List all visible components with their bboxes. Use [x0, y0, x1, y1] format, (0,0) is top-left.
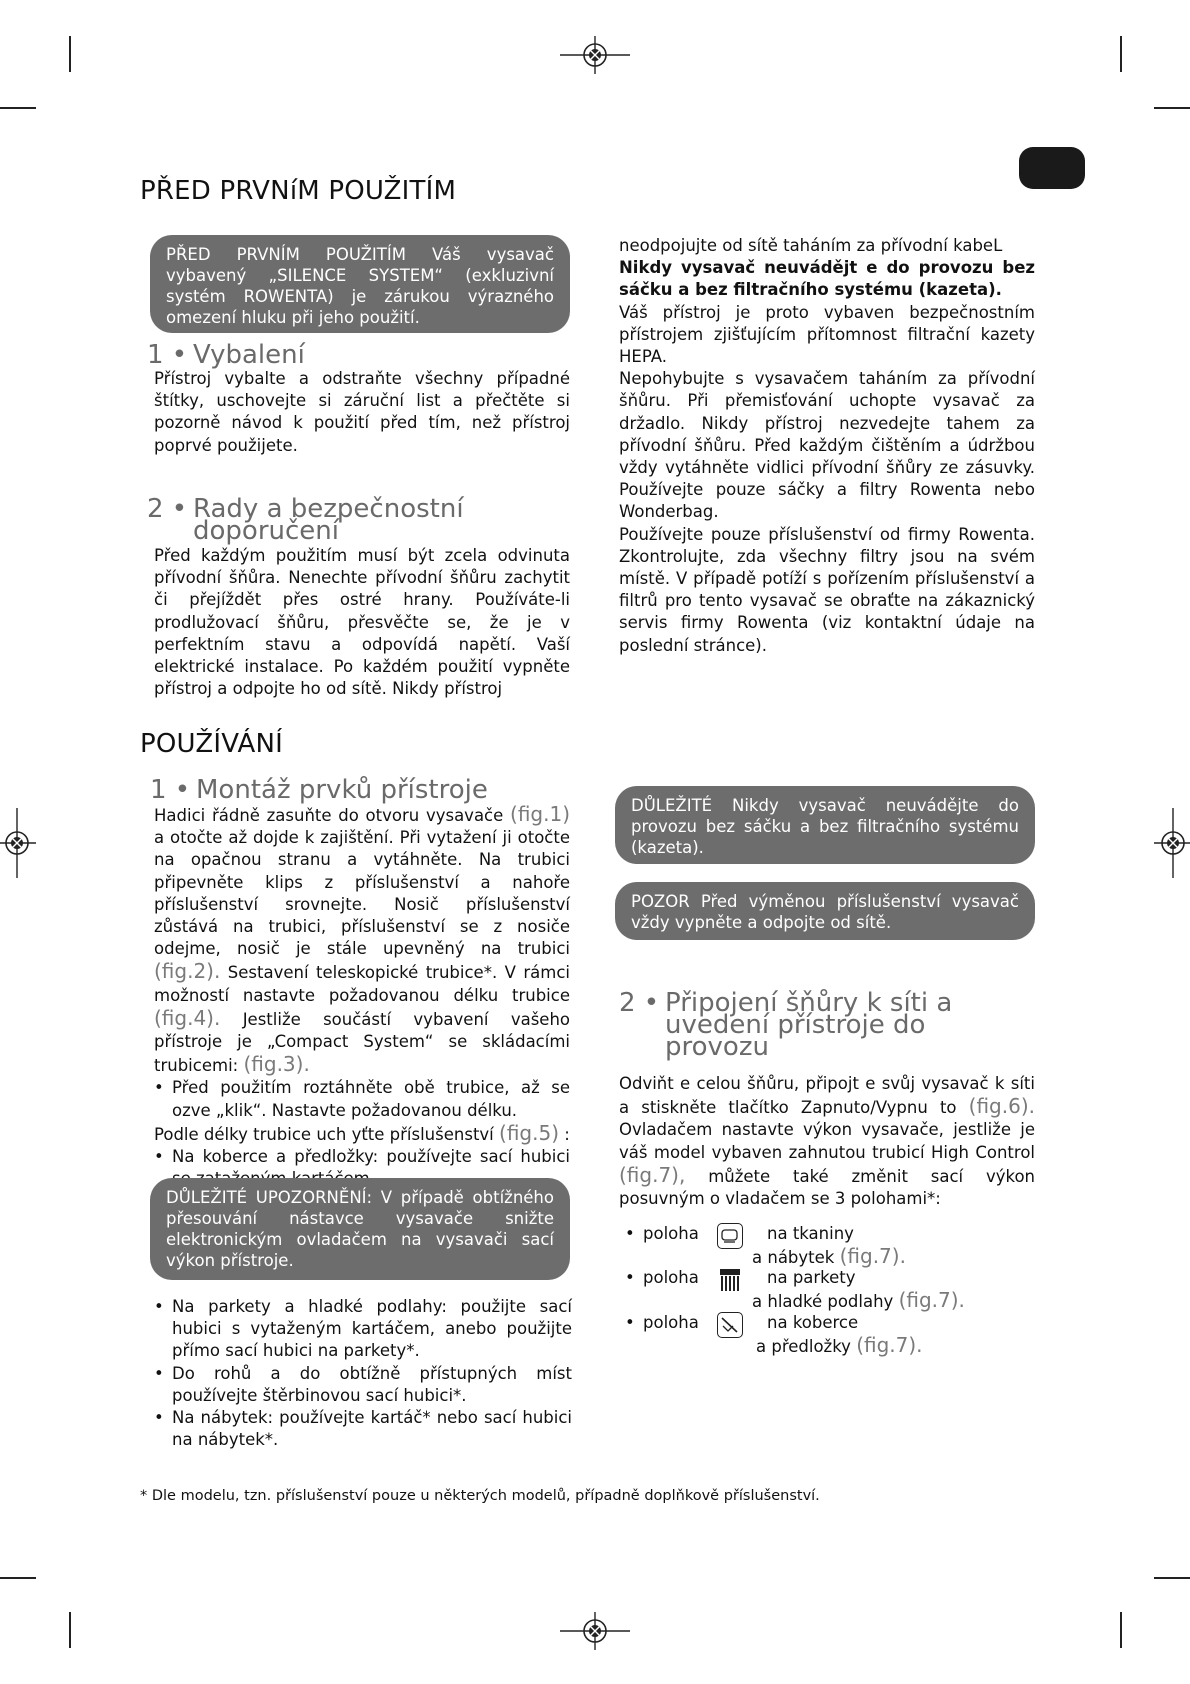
- fabric-brush-icon: [717, 1223, 743, 1249]
- section-number: 1 •: [150, 775, 191, 805]
- figure-reference: (fig.4).: [154, 1005, 221, 1030]
- crop-mark: [1154, 107, 1190, 109]
- figure-reference: (fig.5): [499, 1120, 559, 1145]
- safety-text: Před každým použitím musí být zcela odvinuta přívodní šňůra. Nenechte přívodní šňůru zachytit či přejíždět přes ostré hrany. Používáte-li prodlužovací šňůru, přesvěčte se, že je v perfektním stavu a odpovídá napětí. Vaší elektrické instalace. Po každém použití vypněte přístroj a odpojte ho od sítě. Nikdy přístroj: [154, 546, 570, 699]
- section-title-unpacking: [147, 340, 305, 370]
- figure-reference: (fig.2).: [154, 959, 221, 984]
- section-title-safety: [147, 494, 464, 546]
- section-number: 2 •: [147, 494, 188, 524]
- parquet-brush-icon: [717, 1267, 743, 1293]
- assembly-text: Hadici řádně zasuňte do otvoru vysavače (fig.1) a otočte až dojde k zajištění. Při vytažení ji otočte na opačnou stranu a vytáhněte. Na trubici připevněte klips z příslušenství a nahoře příslušenství srovnejte. Nosič příslušenství zůstává na trubici, příslušenství se z nosiče odejme, nosič je stále upevněný na trubici (fig.2). Sestavení teleskopické trubice*. V rámci možností nastavte požadovanou délku trubice (fig.4). Jestliže součástí vybavení vašeho přístroje je „Compact System“ se skládacími trubicemi: (fig.3). • Před použitím roztáhněte obě trubice, až se ozve „klik“. Nastavte požadovanou délku. Podle délky trubice uch yťte příslušenství (fig.5) : • Na koberce a předložky: používejte sací hubici: [154, 803, 570, 1190]
- section-number: 1 •: [147, 340, 188, 370]
- figure-reference: (fig.7).: [898, 1288, 965, 1312]
- crop-mark: [1154, 1577, 1190, 1579]
- footnote: * Dle modelu, tzn. příslušenství pouze u některých modelů, případně doplňkově příslušenství.: [140, 1488, 820, 1504]
- list-item: • Před použitím roztáhněte obě trubice, až se ozve „klik“. Nastavte požadovanou délku.: [154, 1077, 570, 1121]
- list-item: • Na koberce a předložky: používejte sací hubici: [154, 1146, 570, 1190]
- figure-reference: (fig.6).: [968, 1094, 1035, 1119]
- section-title-connection: [619, 988, 953, 1062]
- list-item: • Na parkety a hladké podlahy: použijte sací hubici s vytaženým kartáčem, anebo použijte přímo sací hubici na parkety*.: [154, 1296, 572, 1363]
- figure-reference: (fig.7).: [839, 1244, 906, 1268]
- warning-box: DŮLEŽITÉ UPOZORNĚNÍ: V případě obtížného přesouvání nástavce vysavače snižte elektronickým ovladačem na vysavači sací výkon přístroje.: [150, 1178, 570, 1280]
- crop-mark: [69, 36, 71, 72]
- crop-mark: [69, 1612, 71, 1648]
- section-title-line3: provozu: [665, 1032, 769, 1062]
- section-number: 2 •: [619, 988, 660, 1018]
- crop-mark: [1120, 36, 1122, 72]
- list-item: • Do rohů a do obtížně přístupných míst používejte štěrbinovou sací hubici*.: [154, 1363, 572, 1407]
- section-heading-usage: POUŽÍVÁNÍ: [140, 729, 284, 759]
- section-title-line1: Rady a bezpečnostní: [193, 494, 464, 524]
- safety-continued-text: neodpojujte od sítě taháním za přívodní kabeL Nikdy vysavač neuvádějt e do provozu bez sáčku a bez filtračního systému (kazeta). Váš přístroj je proto vybaven bezpečnostním přístrojem zjišťujícím přítomnost filtrační kazety HEPA. Nepohybujte s vysavačem taháním za přívodní šňůru. Při přemisťování uchopte vysavač za držadlo. Nikdy přístroj nezvedejte tahem za přívodní šňůru. Před každým čištěním a údržbou vždy vytáhněte vidlici přívodní šňůry ze zásuvky. Používejte pouze sáčky a filtry Rowenta nebo Wonderbag. Používejte pouze příslušenství od firmy Rowenta. Zkontrolujte, zda všechny filtry jsou na svém místě. V případě potíží s pořízením příslušenství a filtrů pro tento vysavač se obraťte na zákaznický servis firmy Rowenta (viz kontaktní údaje na poslední stránce).: [619, 236, 1035, 655]
- section-title: Montáž prvků přístroje: [196, 775, 488, 805]
- position-item: • poloha na koberce a předložky (fig.7).: [625, 1313, 923, 1357]
- crop-mark: [0, 107, 36, 109]
- list-item: • Na nábytek: používejte kartáč* nebo sací hubici na nábytek*.: [154, 1407, 572, 1451]
- figure-reference: (fig.7).: [856, 1333, 923, 1357]
- accessory-bullets: [154, 1296, 572, 1451]
- section-title-assembly: [150, 775, 488, 805]
- figure-reference: (fig.1): [510, 802, 570, 826]
- registration-mark-icon: [0, 808, 36, 878]
- registration-mark-icon: [560, 36, 630, 74]
- important-box: DŮLEŽITÉ Nikdy vysavač neuvádějte do provozu bez sáčku a bez filtračního systému (kazeta).: [615, 786, 1035, 864]
- figure-reference: (fig.3).: [243, 1052, 310, 1077]
- registration-mark-icon: [560, 1612, 630, 1650]
- info-box-silence-system: PŘED PRVNÍM POUŽITÍM Váš vysavač vybavený „SILENCE SYSTEM“ (exkluzivní systém ROWENTA) je zárukou výrazného omezení hluku při jeho použití.: [150, 235, 570, 333]
- connection-text: Odviňt e celou šňůru, připojt e svůj vysavač k síti a stiskněte tlačítko Zapnuto/Vypnu to (fig.6). Ovladačem nastavte výkon vysavače, jestliže je váš model vybaven zahnutou trubicí High Control (fig.7), můžete také změnit sací výkon posuvným o vladačem se 3 polohami*:: [619, 1074, 1036, 1209]
- crop-mark: [0, 1577, 36, 1579]
- section-title: Vybalení: [193, 340, 305, 370]
- section-heading-before-use: PŘED PRVNíM POUŽITÍM: [140, 176, 457, 206]
- crop-mark: [1120, 1612, 1122, 1648]
- caution-box: POZOR Před výměnou příslušenství vysavač vždy vypněte a odpojte od sítě.: [615, 882, 1035, 940]
- section-title-line2: doporučení: [193, 516, 339, 546]
- unpacking-text: Přístroj vybalte a odstraňte všechny případné štítky, uschovejte si záruční list a přečtěte si pozorně návod k použití před tím, než přístroj poprvé použijete.: [154, 369, 570, 455]
- figure-reference: (fig.7),: [619, 1162, 686, 1187]
- position-item: • poloha na tkaniny a nábytek (fig.7).: [625, 1224, 906, 1268]
- registration-mark-icon: [1154, 808, 1190, 878]
- section-title-line1: Připojení šňůry k síti a: [665, 988, 953, 1018]
- language-tab: [1019, 147, 1085, 189]
- position-item: • poloha na parkety a hladké podlahy (fig.7).: [625, 1268, 965, 1312]
- section-title-line2: uvedení přístroje do: [665, 1010, 926, 1040]
- carpet-brush-icon: [717, 1312, 743, 1338]
